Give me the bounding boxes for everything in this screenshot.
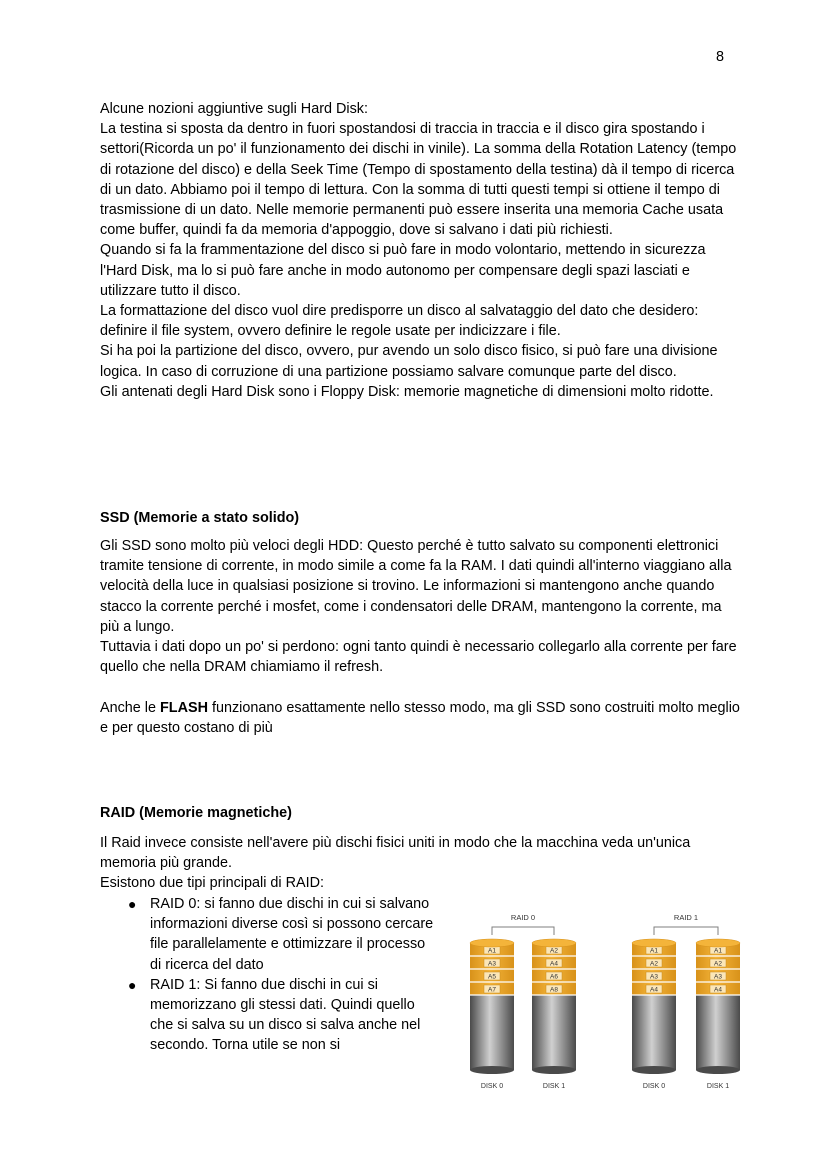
bullet-text: RAID 0: si fanno due dischi in cui si salvano informazioni diverse così si possono cercare file parallelamente e ottimizzare il processo di ricerca del dato	[150, 896, 434, 973]
bullet-text: RAID 1: Si fanno due dischi in cui si memorizzano gli stessi dati. Quindi quello che si salva su un disco si salva anche nel secondo. Torna utile se non si	[150, 976, 421, 1054]
disk-label: DISK 0	[480, 1083, 504, 1090]
disk-label: DISK 1	[706, 1083, 730, 1090]
data-block-label: A3	[714, 973, 722, 981]
disk-body	[470, 995, 514, 1070]
data-block-label: A4	[650, 986, 658, 994]
raid-intro	[100, 833, 740, 894]
ssd-section	[100, 536, 740, 677]
disk-top	[532, 939, 576, 947]
data-block-label: A2	[650, 960, 658, 968]
data-block-label: A7	[488, 986, 496, 994]
disk-body	[696, 995, 740, 1070]
raid-connector	[654, 927, 718, 935]
flash-bold: FLASH	[160, 700, 208, 716]
ssd-paragraph: Tuttavia i dati dopo un po' si perdono: ogni tanto quindi è necessario collegarlo alla corrente per fare quello che nella DRAM chiamiamo il refresh.	[100, 639, 737, 676]
flash-paragraph	[100, 698, 740, 738]
flash-suffix: funzionano esattamente nello stesso modo, ma gli SSD sono costruiti molto meglio e per questo costano di più	[100, 700, 740, 737]
data-block-label: A5	[488, 973, 496, 981]
hdd-paragraph: Gli antenati degli Hard Disk sono i Floppy Disk: memorie magnetiche di dimensioni molto ridotte.	[100, 383, 714, 400]
bullet-icon: ●	[128, 976, 137, 993]
list-item	[100, 894, 440, 975]
data-block-label: A8	[550, 986, 558, 994]
raid-diagram	[460, 905, 760, 1095]
ssd-heading: SSD (Memorie a stato solido)	[100, 510, 300, 526]
hdd-paragraph: La formattazione del disco vuol dire predisporre un disco al salvataggio del dato che desidero: definire il file system, ovvero definire le regole usate per indicizzare i file.	[100, 303, 699, 340]
raid-paragraph: Il Raid invece consiste nell'avere più dischi fisici uniti in modo che la macchina veda un'unica memoria più grande.	[100, 835, 691, 872]
disk-top	[696, 939, 740, 947]
data-block-label: A4	[714, 986, 722, 994]
data-block-label: A3	[650, 973, 658, 981]
ssd-paragraph: Gli SSD sono molto più veloci degli HDD: Questo perché è tutto salvato su componenti elettronici tramite tensione di corrente, in modo simile a come fa la RAM. I dati quindi all'interno viaggiano alla velocità della luce in qualsiasi posizione si trovino. Le informazioni si mantengono anche quando stacco la corrente perché i mosfet, come i condensatori delle DRAM, mantengono la corrente, ma più a lungo.	[100, 538, 732, 635]
disk-label: DISK 0	[642, 1083, 666, 1090]
raid-group-label: RAID 0	[510, 913, 536, 922]
hdd-paragraph: Quando si fa la frammentazione del disco si può fare in modo volontario, mettendo in sicurezza l'Hard Disk, ma lo si può fare anche in modo autonomo per compensare degli spazi lasciati e utilizzare tutto il disco.	[100, 242, 706, 299]
disk-bottom	[532, 1066, 576, 1074]
hdd-paragraph: La testina si sposta da dentro in fuori spostandosi di traccia in traccia e il disco gira spostando i settori(Ricorda un po' il funzionamento dei dischi in vinile). La somma della Rotation Latency (tempo di rotazione del disco) e della Seek Time (Tempo di spostamento della testina) dà il tempo di ricerca di un dato. Abbiamo poi il tempo di lettura. Con la somma di tutti questi tempi si ottiene il tempo di trasmissione di un dato. Nelle memorie permanenti può essere inserita una memoria Cache usata come buffer, quindi fa da memoria d'appoggio, dove si salvano i dati più richiesti.	[100, 121, 737, 239]
raid-paragraph: Esistono due tipi principali di RAID:	[100, 875, 324, 892]
disk-bottom	[696, 1066, 740, 1074]
raid-heading: RAID (Memorie magnetiche)	[100, 805, 292, 821]
flash-prefix: Anche le	[100, 700, 161, 716]
disk-label: DISK 1	[542, 1083, 566, 1090]
data-block-label: A2	[714, 960, 722, 968]
raid-bullet-list	[100, 894, 440, 1056]
list-item	[100, 975, 440, 1056]
disk-top	[632, 939, 676, 947]
raid-group-label: RAID 1	[673, 913, 699, 922]
disk-body	[532, 995, 576, 1070]
hdd-section	[100, 99, 740, 402]
data-block-label: A2	[550, 947, 558, 955]
bullet-icon: ●	[128, 896, 137, 912]
disk-top	[470, 939, 514, 947]
disk-bottom	[470, 1066, 514, 1074]
data-block-label: A6	[550, 973, 558, 981]
disk-bottom	[632, 1066, 676, 1074]
hdd-paragraph: Si ha poi la partizione del disco, ovvero, pur avendo un solo disco fisico, si può fare una divisione logica. In caso di corruzione di una partizione possiamo salvare comunque parte del disco.	[100, 343, 718, 380]
raid-connector	[492, 927, 554, 935]
data-block-label: A3	[488, 960, 496, 968]
data-block-label: A1	[714, 947, 722, 955]
hdd-paragraph: Alcune nozioni aggiuntive sugli Hard Disk:	[100, 101, 368, 117]
page-number: 8	[716, 49, 725, 65]
data-block-label: A4	[550, 960, 558, 968]
data-block-label: A1	[488, 947, 496, 955]
disk-body	[632, 995, 676, 1070]
data-block-label: A1	[650, 947, 658, 955]
